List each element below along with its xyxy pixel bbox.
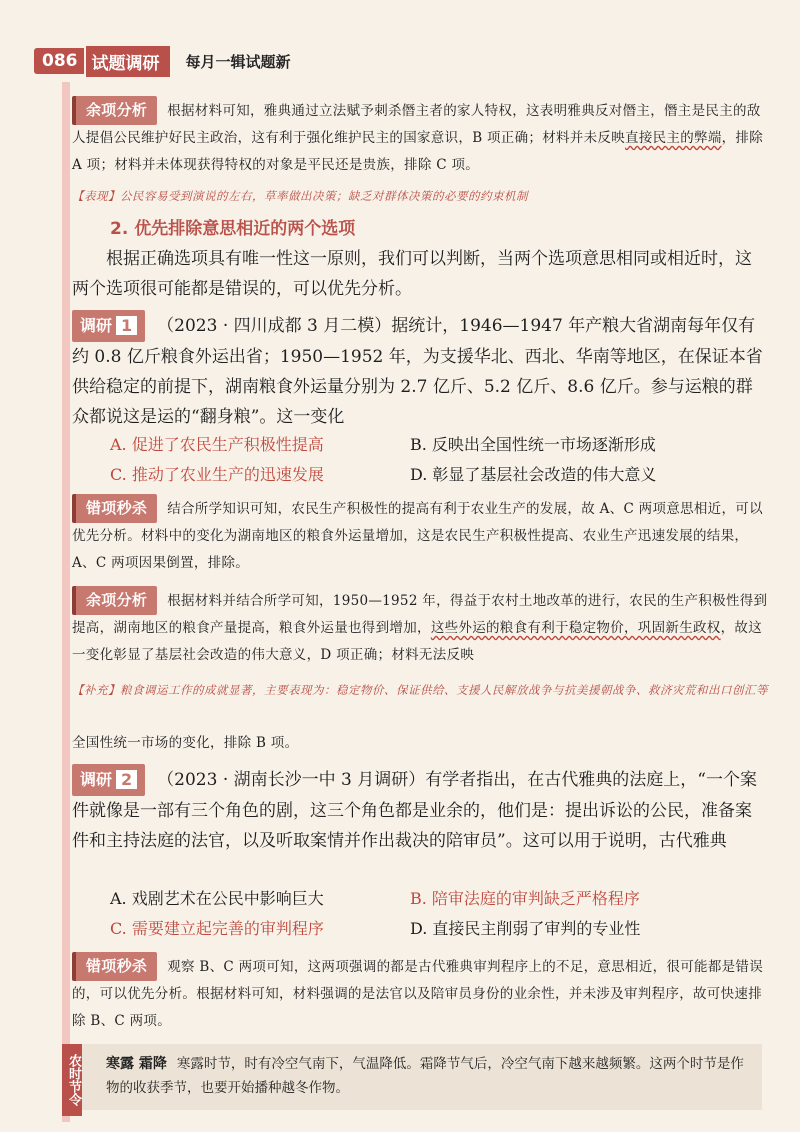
wrong-option-analysis-2	[72, 952, 768, 1035]
paragraph-text: 观察 B、C 两项可知，这两项强调的都是古代雅典审判程序上的不足，意思相近，很可能都是错误的，可以优先分析。根据材料可知，材料强调的是法官以及陪审员身份的业余性，并未涉及审判程序，故可快速排除 B、C 两项。	[72, 959, 764, 1029]
option-a: A. 促进了农民生产积极性提高	[110, 435, 324, 454]
wrong-option-analysis-1	[72, 494, 768, 577]
wrong-option-tag: 错项秒杀	[72, 494, 157, 523]
question-number: 2	[116, 770, 137, 789]
paragraph-text: 根据材料可知，雅典通过立法赋予刺杀僭主者的家人特权，这表明雅典反对僭主，僭主是民主的敌人提倡公民维护好民主政治，这有利于强化维护民主的国家意识，B 项正确；材料并未反映	[72, 103, 761, 146]
handwritten-note: 【补充】粮食调运工作的成就显著，主要表现为：稳定物价、保证供给、支援人民解放战争与抗美援朝战争、救济灾荒和出口创汇等	[72, 683, 768, 697]
footer-term: 寒露 霜降	[106, 1056, 167, 1072]
option-d: D. 直接民主削弱了审判的专业性	[410, 919, 641, 938]
footer-text	[106, 1052, 756, 1100]
question-number: 1	[116, 316, 137, 335]
question-1-options	[110, 430, 770, 490]
section-paragraph: 根据正确选项具有唯一性这一原则，我们可以判断，当两个选项意思相同或相近时，这两个选项很可能都是错误的，可以优先分析。	[72, 249, 752, 299]
option-d: D. 彰显了基层社会改造的伟大意义	[410, 465, 657, 484]
paragraph-text: ，故这一变化彰显了基层社会改造的伟大意义，D 项正确；材料无法反映	[72, 620, 763, 663]
question-tag: 调研 1	[72, 310, 145, 342]
question-2-options	[110, 884, 770, 944]
page-header	[34, 46, 291, 76]
question-1	[72, 310, 768, 432]
underlined-text: 直接民主的弊端	[625, 130, 722, 146]
underlined-text: 这些外运的粮食有利于稳定物价，巩固新生政权	[430, 620, 721, 636]
remaining-analysis-tag: 余项分析	[72, 586, 157, 615]
option-b: B. 陪审法庭的审判缺乏严格程序	[410, 889, 640, 908]
remaining-analysis-tag: 余项分析	[72, 96, 157, 125]
section-title: 试题调研	[84, 46, 170, 77]
paragraph-text: ，排除 A 项；材料并未体现获得特权的对象是平民还是贵族，排除 C 项。	[72, 130, 764, 173]
paragraph-continuation: 全国性统一市场的变化，排除 B 项。	[72, 735, 299, 751]
question-tag: 调研 2	[72, 764, 145, 796]
paragraph-text: 结合所学知识可知，农民生产积极性的提高有利于农业生产的发展，故 A、C 两项意思相近，可以优先分析。材料中的变化为湖南地区的粮食外运量增加，这是农民生产积极性提高、农业生产迅速发展的结果，A、C 两项因果倒置，排除。	[72, 501, 763, 571]
option-c: C. 推动了农业生产的迅速发展	[110, 465, 324, 484]
paragraph-text: 根据材料并结合所学可知，1950—1952 年，得益于农村土地改革的进行，农民的生产积极性得到提高，湖南地区的粮食产量提高，粮食外运量也得到增加，	[72, 593, 768, 636]
question-2	[72, 764, 768, 856]
footer-side-label: 农时节令	[62, 1044, 82, 1116]
question-text: （2023 · 四川成都 3 月二模）据统计，1946—1947 年产粮大省湖南每年仅有约 0.8 亿斤粮食外运出省；1950—1952 年，为支援华北、西北、华南等地区，在保证本省供给稳定的前提下，湖南粮食外运量分别为 2.7 亿斤、5.2 亿斤、8.6 亿斤。参与运粮的群众都说这是运的“翻身粮”。这一变化	[72, 316, 763, 427]
margin-bar	[62, 82, 70, 1122]
option-b: B. 反映出全国性统一市场逐渐形成	[410, 435, 656, 454]
option-c: C. 需要建立起完善的审判程序	[110, 919, 324, 938]
page-number: 086	[34, 48, 84, 74]
question-text: （2023 · 湖南长沙一中 3 月调研）有学者指出，在古代雅典的法庭上，“一个案件就像是一部有三个角色的剧，这三个角色都是业余的，他们是：提出诉讼的公民，准备案件和主持法庭的法官，以及听取案情并作出裁决的陪审员”。这可以用于说明，古代雅典	[72, 770, 757, 851]
section-heading: 2. 优先排除意思相近的两个选项	[110, 219, 356, 239]
option-a: A. 戏剧艺术在公民中影响巨大	[110, 889, 324, 908]
footer-body: 寒露时节，时有冷空气南下，气温降低。霜降节气后，冷空气南下越来越频繁。这两个时节是作物的收获季节，也要开始播种越冬作物。	[106, 1056, 744, 1096]
handwritten-note: 【表现】公民容易受到演说的左右，草率做出决策；缺乏对群体决策的必要的约束机制	[72, 189, 528, 203]
remaining-analysis-2	[72, 586, 768, 669]
wrong-option-tag: 错项秒杀	[72, 952, 157, 981]
header-subtitle: 每月一辑试题新	[185, 52, 291, 71]
remaining-analysis-1	[72, 96, 768, 179]
